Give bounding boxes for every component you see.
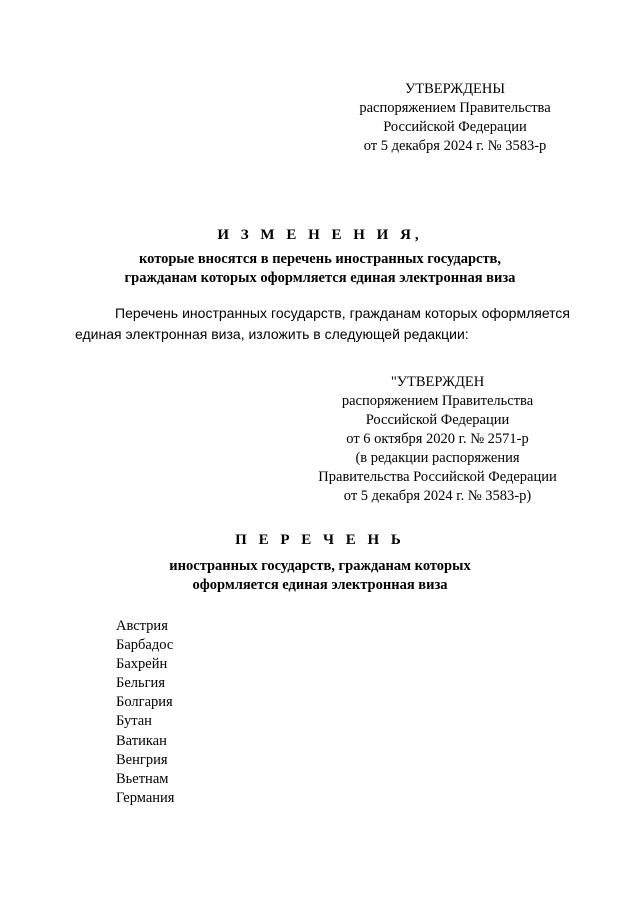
list-item: Ватикан — [116, 732, 167, 749]
list-item: Вьетнам — [116, 770, 169, 787]
changes-subtitle-line2: гражданам которых оформляется единая электронная виза — [124, 270, 516, 286]
list-title: П Е Р Е Ч Е Н Ь — [235, 532, 405, 548]
intro-paragraph: Перечень иностранных государств, гражданам которых оформляется единая электронная виза, изложить в следующей редакции: — [75, 305, 570, 342]
inner-approval-line5: (в редакции распоряжения — [355, 450, 520, 466]
inner-approval-line1: "УТВЕРЖДЕН — [390, 374, 485, 390]
approval-header-line2: распоряжением Правительства — [359, 100, 551, 116]
country-list — [116, 617, 174, 808]
approval-header-line1: УТВЕРЖДЕНЫ — [404, 81, 506, 97]
list-item: Бахрейн — [116, 656, 168, 673]
list-subtitle-line1: иностранных государств, гражданам которых — [169, 558, 471, 574]
list-item: Германия — [116, 789, 175, 806]
inner-approval-block — [305, 373, 570, 506]
inner-approval-line2: распоряжением Правительства — [341, 393, 534, 409]
inner-approval-line4: от 6 октября 2020 г. № 2571-р — [346, 431, 529, 447]
approval-header-line4: от 5 декабря 2024 г. № 3583-р — [363, 138, 547, 154]
changes-subtitle-line1: которые вносятся в перечень иностранных государств, — [138, 251, 502, 267]
inner-approval-line7: от 5 декабря 2024 г. № 3583-р) — [343, 488, 532, 504]
list-item: Венгрия — [116, 751, 168, 768]
list-subtitle — [60, 557, 580, 595]
list-item: Барбадос — [116, 637, 174, 654]
approval-header — [330, 80, 580, 156]
changes-title: И З М Е Н Е Н И Я, — [217, 227, 423, 243]
list-item: Бельгия — [116, 675, 165, 692]
list-item: Болгария — [116, 694, 173, 711]
list-subtitle-line2: оформляется единая электронная виза — [192, 577, 448, 593]
changes-subtitle — [60, 250, 580, 288]
list-item: Австрия — [116, 618, 168, 634]
list-item: Бутан — [116, 713, 152, 730]
inner-approval-line6: Правительства Российской Федерации — [318, 469, 557, 485]
approval-header-line3: Российской Федерации — [383, 119, 527, 135]
inner-approval-line3: Российской Федерации — [365, 412, 510, 428]
